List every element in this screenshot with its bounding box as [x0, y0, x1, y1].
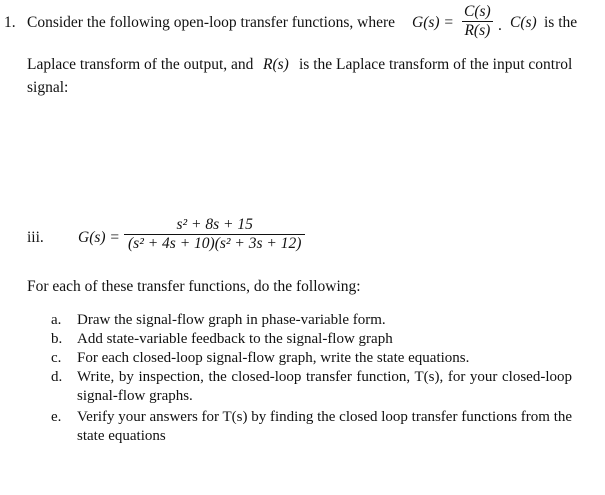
c-expr: C(s) [510, 14, 537, 31]
instructions-lead: For each of these transfer functions, do the following: [27, 278, 361, 295]
equation-denominator: (s² + 4s + 10)(s² + 3s + 12) [124, 234, 305, 253]
list-marker: e. [51, 409, 62, 425]
g-lhs: G(s) = [412, 14, 454, 31]
list-text: Add state-variable feedback to the signal-flow graph [77, 331, 393, 347]
g-denominator: R(s) [462, 21, 493, 40]
equation-label: iii. [27, 229, 44, 246]
g-numerator: C(s) [464, 3, 491, 20]
problem-number: 1. [4, 14, 16, 31]
list-text: Draw the signal-flow graph in phase-variable form. [77, 312, 386, 328]
is-the-text: is the [544, 14, 578, 31]
list-text: Write, by inspection, the closed-loop transfer function, T(s), for your closed-loop signal-flow graphs. [77, 369, 572, 404]
equation-lhs: G(s) = [78, 229, 120, 246]
list-marker: c. [51, 350, 62, 366]
line2-b: is the Laplace transform of the input control [299, 56, 573, 73]
intro-text: Consider the following open-loop transfer functions, where [27, 14, 396, 31]
list-marker: a. [51, 312, 62, 328]
equation-fraction [124, 216, 305, 253]
list-marker: d. [51, 369, 63, 385]
r-expr: R(s) [263, 56, 289, 73]
list-marker: b. [51, 331, 63, 347]
line2-a: Laplace transform of the output, and [27, 56, 254, 73]
line3: signal: [27, 79, 69, 96]
equation-numerator: s² + 8s + 15 [176, 216, 253, 233]
g-fraction [462, 3, 493, 40]
fraction-period: . [498, 17, 502, 34]
list-text: Verify your answers for T(s) by finding the closed loop transfer functions from the state equations [77, 409, 573, 444]
list-text: For each closed-loop signal-flow graph, write the state equations. [77, 350, 470, 366]
